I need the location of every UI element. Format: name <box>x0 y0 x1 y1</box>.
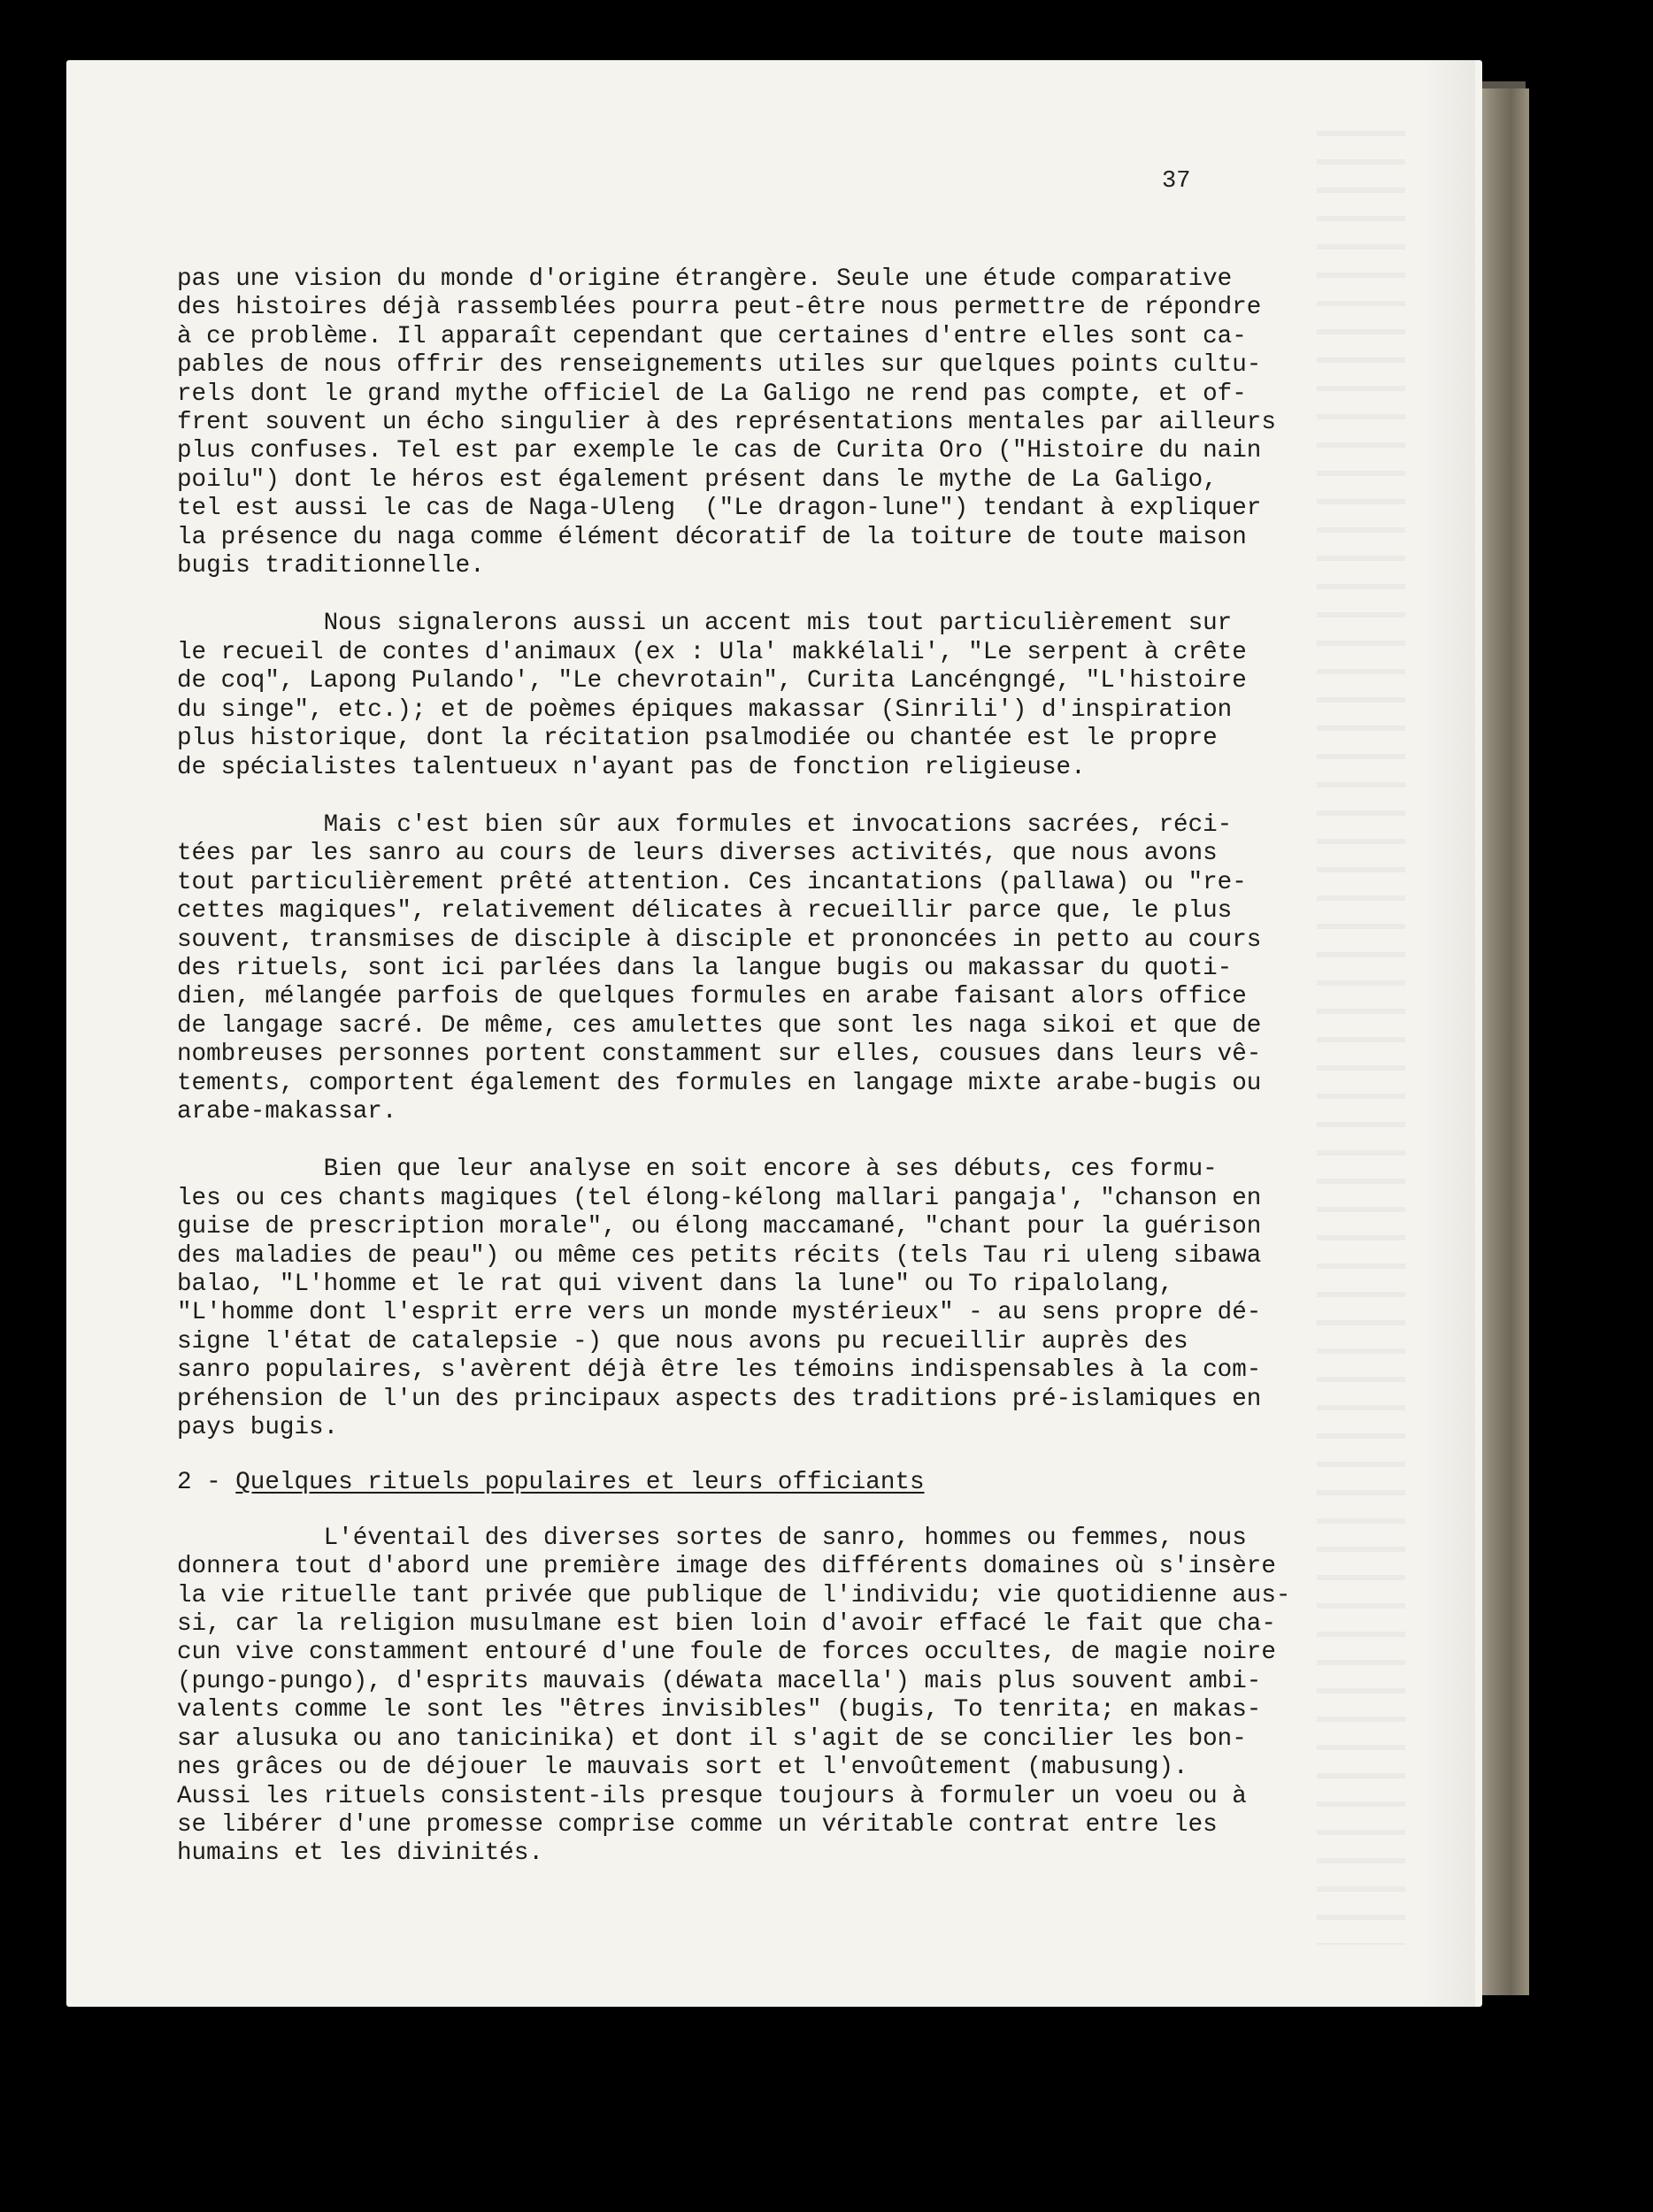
text-line: nombreuses personnes portent constamment sur elles, cousues dans leurs vê- <box>177 1041 1262 1069</box>
section-title: Quelques rituels populaires et leurs officiants <box>235 1469 925 1497</box>
text-line: tel est aussi le cas de Naga-Uleng ("Le dragon-lune") tendant à expliquer <box>177 495 1262 523</box>
text-line: tout particulièrement prêté attention. Ces incantations (pallawa) ou "re- <box>177 868 1247 896</box>
text-line: bugis traditionnelle. <box>177 552 485 580</box>
text-line: arabe-makassar. <box>177 1097 397 1125</box>
text-line: sanro populaires, s'avèrent déjà être les témoins indispensables à la com- <box>177 1356 1262 1385</box>
section-number: 2 - <box>177 1469 236 1497</box>
text-line: donnera tout d'abord une première image des différents domaines où s'insère <box>177 1553 1276 1581</box>
text-line: souvent, transmises de disciple à disciple et prononcées in petto au cours <box>177 926 1262 954</box>
text-line: pays bugis. <box>177 1414 339 1442</box>
text-line: Aussi les rituels consistent-ils presque toujours à formuler un voeu ou à <box>177 1782 1247 1810</box>
text-line: se libérer d'une promesse comprise comme un véritable contrat entre les <box>177 1810 1218 1839</box>
text-line: à ce problème. Il apparaît cependant que certaines d'entre elles sont ca- <box>177 322 1247 350</box>
text-line: pas une vision du monde d'origine étrangère. Seule une étude comparative <box>177 265 1233 293</box>
paragraph <box>177 610 1345 781</box>
text-line: de spécialistes talentueux n'ayant pas de fonction religieuse. <box>177 753 1086 781</box>
page-body <box>177 265 1345 1869</box>
text-line: de langage sacré. De même, ces amulettes que sont les naga sikoi et que de <box>177 1011 1262 1040</box>
page-number: 37 <box>1162 168 1191 195</box>
paragraph <box>177 265 1345 580</box>
paragraph <box>177 811 1345 1126</box>
text-line: si, car la religion musulmane est bien loin d'avoir effacé le fait que cha- <box>177 1610 1276 1639</box>
text-line: dien, mélangée parfois de quelques formules en arabe faisant alors office <box>177 983 1247 1011</box>
text-line: sar alusuka ou ano tanicinika) et dont il s'agit de se concilier les bon- <box>177 1724 1247 1753</box>
text-line: des rituels, sont ici parlées dans la langue bugis ou makassar du quoti- <box>177 954 1233 982</box>
section-heading <box>177 1469 1345 1497</box>
text-line: "L'homme dont l'esprit erre vers un monde mystérieux" - au sens propre dé- <box>177 1299 1262 1327</box>
text-line: tements, comportent également des formules en langage mixte arabe-bugis ou <box>177 1069 1262 1097</box>
text-line: plus historique, dont la récitation psalmodiée ou chantée est le propre <box>177 725 1218 753</box>
paragraph <box>177 1525 1345 1869</box>
text-line: rels dont le grand mythe officiel de La Galigo ne rend pas compte, et of- <box>177 380 1247 408</box>
body-paragraphs <box>177 265 1345 1442</box>
text-line: pables de nous offrir des renseignements utiles sur quelques points cultu- <box>177 351 1262 380</box>
text-line: Nous signalerons aussi un accent mis tout particulièrement sur <box>177 610 1233 638</box>
text-line: L'éventail des diverses sortes de sanro, hommes ou femmes, nous <box>177 1524 1247 1552</box>
text-line: tées par les sanro au cours de leurs diverses activités, que nous avons <box>177 840 1218 868</box>
paragraph <box>177 1156 1345 1442</box>
text-line: guise de prescription morale", ou élong maccamané, "chant pour la guérison <box>177 1213 1262 1241</box>
text-line: signe l'état de catalepsie -) que nous avons pu recueillir auprès des <box>177 1327 1188 1356</box>
final-paragraph <box>177 1525 1345 1869</box>
text-line: des histoires déjà rassemblées pourra peut-être nous permettre de répondre <box>177 294 1262 322</box>
text-line: le recueil de contes d'animaux (ex : Ula' makkélali', "Le serpent à crête <box>177 638 1247 666</box>
text-line: nes grâces ou de déjouer le mauvais sort et l'envoûtement (mabusung). <box>177 1754 1188 1782</box>
text-line: (pungo-pungo), d'esprits mauvais (déwata macella') mais plus souvent ambi- <box>177 1667 1262 1695</box>
page-shadow <box>1422 60 1475 2007</box>
text-line: cettes magiques", relativement délicates à recueillir parce que, le plus <box>177 897 1233 926</box>
text-line: de coq", Lapong Pulando', "Le chevrotain", Curita Lancéngngé, "L'histoire <box>177 667 1247 695</box>
text-line: préhension de l'un des principaux aspects des traditions pré-islamiques en <box>177 1385 1262 1413</box>
text-line: balao, "L'homme et le rat qui vivent dans la lune" ou To ripalolang, <box>177 1271 1174 1298</box>
text-line: cun vive constamment entouré d'une foule de forces occultes, de magie noire <box>177 1639 1276 1667</box>
text-line: plus confuses. Tel est par exemple le cas de Curita Oro ("Histoire du nain <box>177 437 1262 465</box>
text-line: Bien que leur analyse en soit encore à ses débuts, ces formu- <box>177 1156 1218 1184</box>
text-line: valents comme le sont les "êtres invisibles" (bugis, To tenrita; en makas- <box>177 1696 1262 1724</box>
text-line: frent souvent un écho singulier à des représentations mentales par ailleurs <box>177 409 1276 437</box>
text-line: des maladies de peau") ou même ces petits récits (tels Tau ri uleng sibawa <box>177 1241 1262 1270</box>
text-line: du singe", etc.); et de poèmes épiques makassar (Sinrili') d'inspiration <box>177 695 1233 724</box>
text-line: la présence du naga comme élément décoratif de la toiture de toute maison <box>177 523 1247 551</box>
text-line: poilu") dont le héros est également présent dans le mythe de La Galigo, <box>177 465 1218 494</box>
text-line: les ou ces chants magiques (tel élong-kélong mallari pangaja', "chanson en <box>177 1184 1262 1212</box>
text-line: humains et les divinités. <box>177 1839 543 1868</box>
text-line: Mais c'est bien sûr aux formules et invocations sacrées, réci- <box>177 810 1233 839</box>
text-line: la vie rituelle tant privée que publique de l'individu; vie quotidienne aus- <box>177 1581 1291 1609</box>
